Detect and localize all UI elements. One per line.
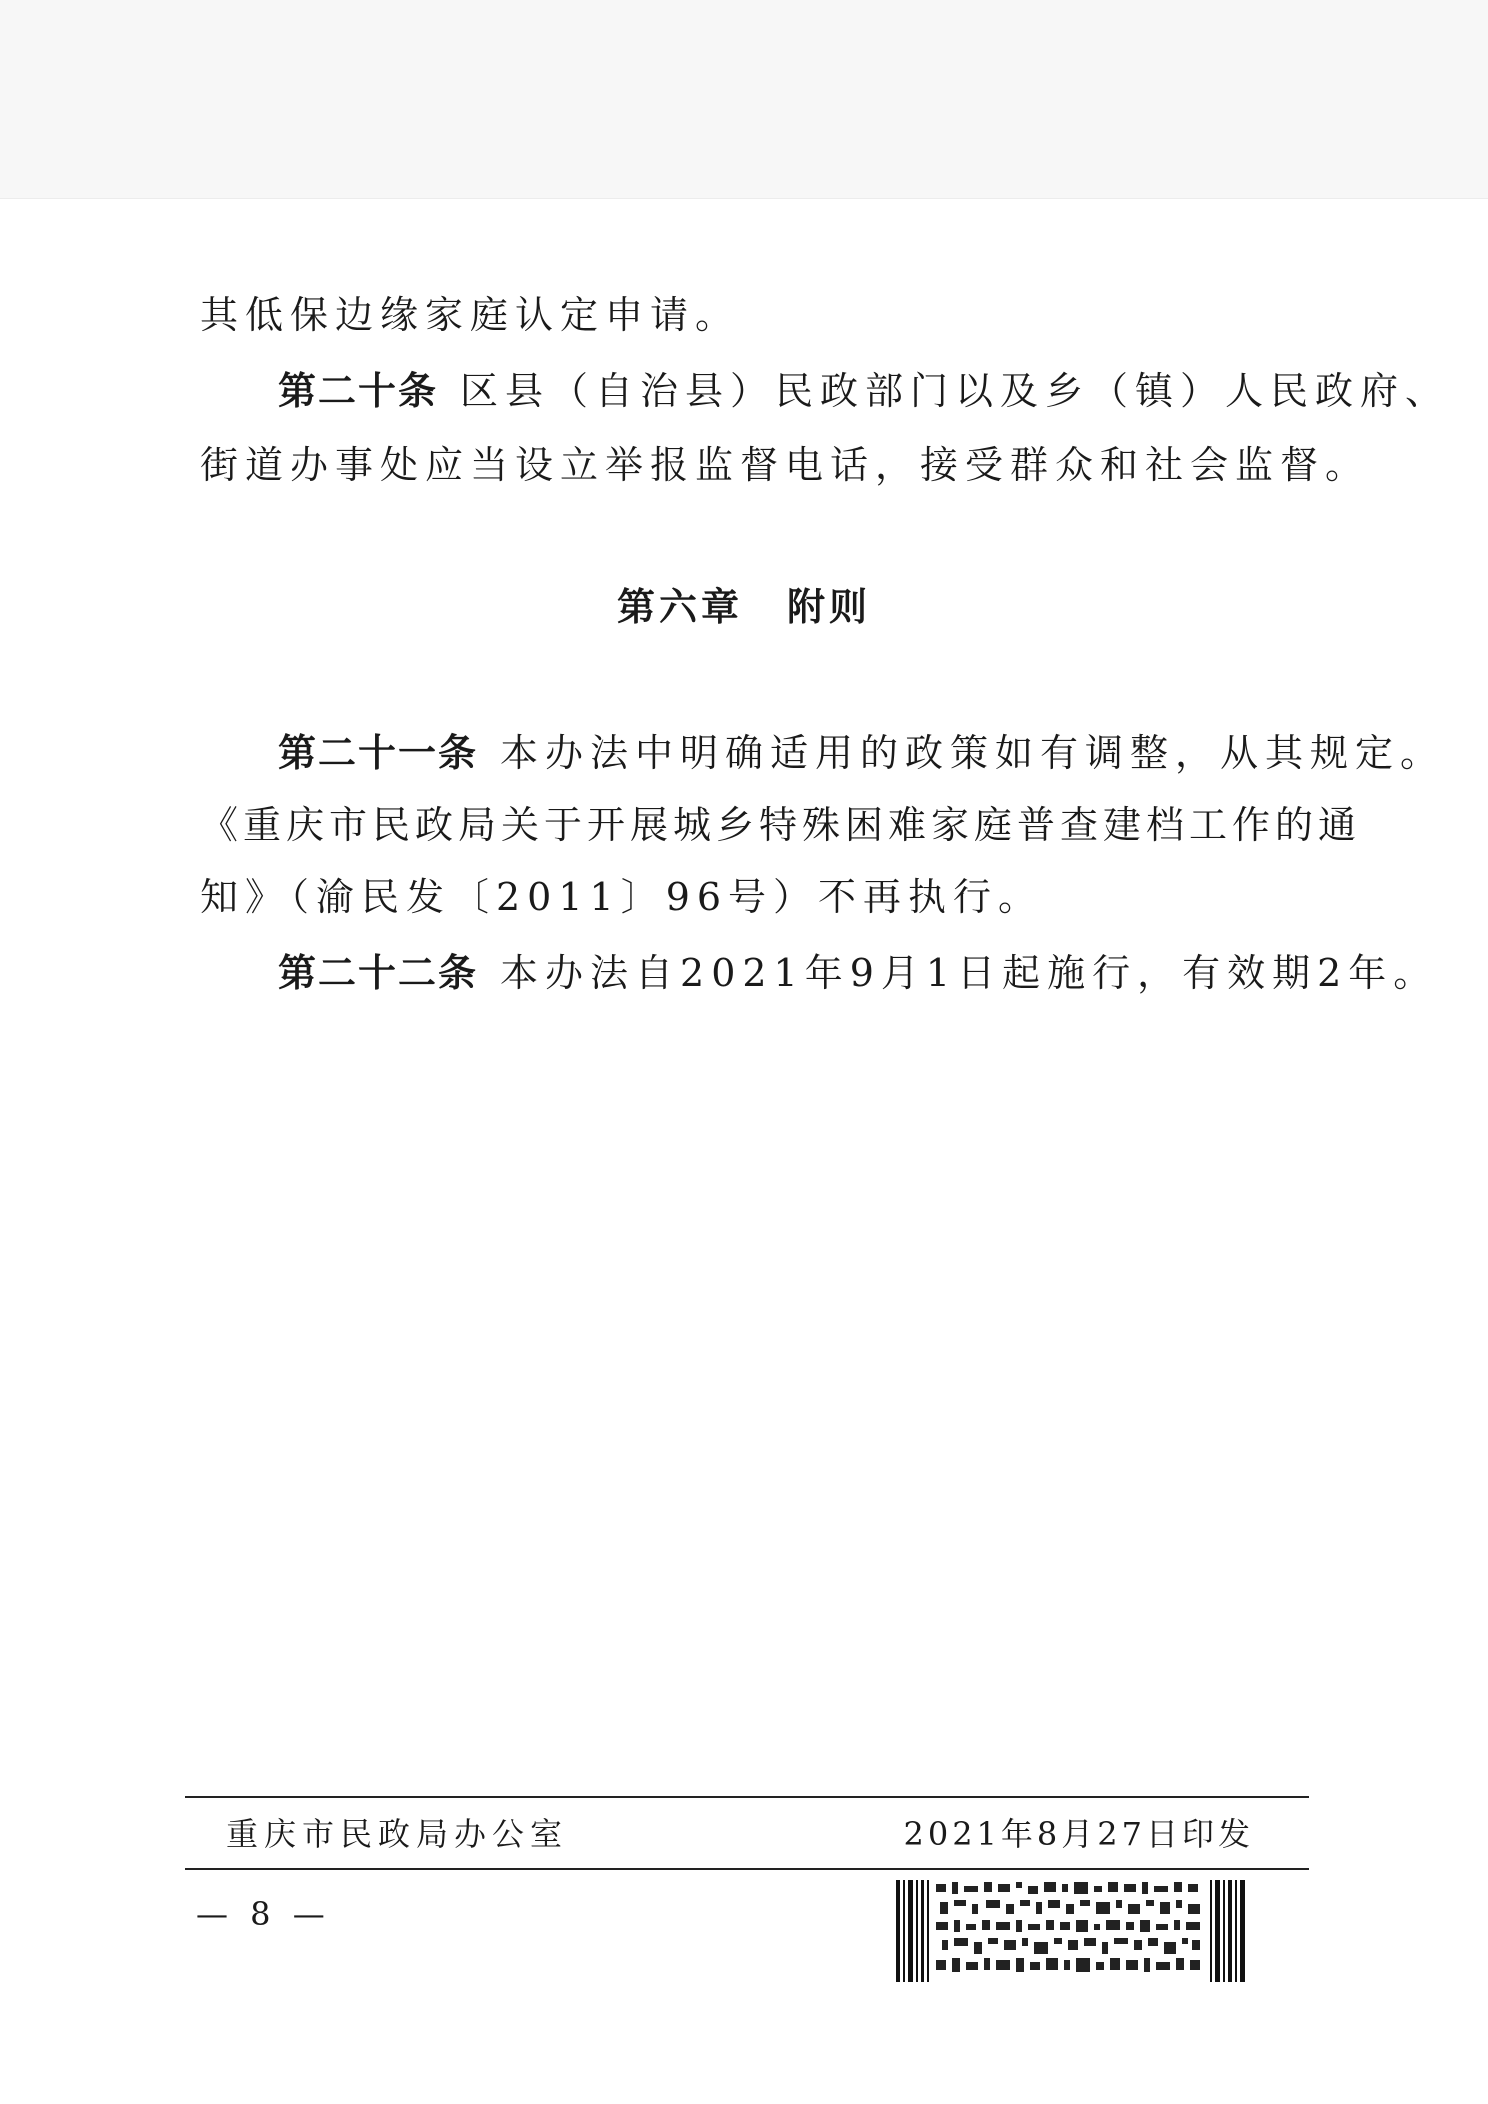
article-text: 知》（渝民发〔2011〕96号）不再执行。 bbox=[200, 875, 1044, 919]
article-label: 第二十条 bbox=[278, 368, 439, 413]
chapter-heading bbox=[0, 582, 1488, 632]
article-21-continued bbox=[200, 800, 1362, 850]
footer-top-rule bbox=[185, 1796, 1309, 1798]
article-22 bbox=[278, 948, 1439, 998]
article-20-continued bbox=[200, 440, 1371, 490]
article-20 bbox=[278, 366, 1451, 416]
chapter-number: 第六章 bbox=[616, 585, 743, 629]
article-text: 区县（自治县）民政部门以及乡（镇）人民政府、 bbox=[460, 369, 1451, 413]
article-label: 第二十一条 bbox=[278, 730, 479, 775]
article-text: 街道办事处应当设立举报监督电话，接受群众和社会监督。 bbox=[200, 443, 1371, 487]
paragraph-text: 其低保边缘家庭认定申请。 bbox=[200, 293, 741, 337]
article-21-continued bbox=[200, 872, 1310, 922]
print-date: 2021年8月27日印发 bbox=[903, 1815, 1254, 1853]
article-label: 第二十二条 bbox=[278, 950, 479, 995]
barcode-icon bbox=[896, 1880, 1248, 1982]
article-text: 《重庆市民政局关于开展城乡特殊困难家庭普查建档工作的通 bbox=[200, 803, 1362, 847]
article-text: 本办法自2021年9月1日起施行，有效期2年。 bbox=[500, 951, 1439, 995]
issuing-office: 重庆市民政局办公室 bbox=[226, 1815, 569, 1853]
footer-bottom-rule bbox=[185, 1868, 1309, 1870]
paragraph-continuation bbox=[200, 290, 1310, 340]
page-number: — 8 — bbox=[196, 1895, 331, 1933]
chapter-title: 附则 bbox=[787, 585, 872, 629]
article-21 bbox=[278, 728, 1446, 778]
article-text: 本办法中明确适用的政策如有调整，从其规定。 bbox=[500, 731, 1446, 775]
